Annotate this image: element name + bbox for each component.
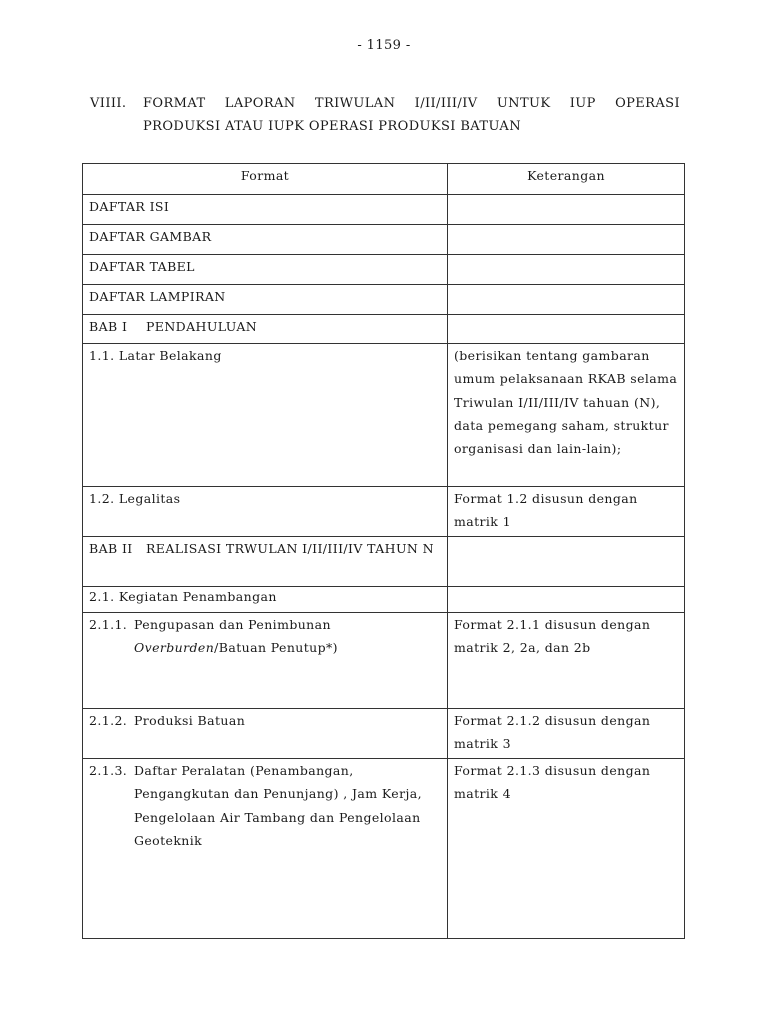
bab2-number: BAB II bbox=[89, 541, 133, 556]
row-2-1-3-number: 2.1.3. bbox=[89, 763, 128, 778]
section-number: VIIII. bbox=[90, 96, 127, 111]
row-daftar-isi: DAFTAR ISI bbox=[83, 195, 448, 225]
table-row bbox=[83, 487, 685, 537]
row-1-1: 1.1. Latar Belakang bbox=[83, 344, 448, 487]
row-keterangan bbox=[448, 195, 685, 225]
row-2-1-2-number: 2.1.2. bbox=[89, 713, 128, 728]
format-table bbox=[82, 163, 685, 939]
header-format: Format bbox=[83, 164, 448, 195]
row-2-1: 2.1. Kegiatan Penambangan bbox=[83, 587, 448, 613]
row-keterangan bbox=[448, 587, 685, 613]
row-1-2-keterangan: Format 1.2 disusun dengan matrik 1 bbox=[448, 487, 685, 537]
row-2-1-3 bbox=[83, 759, 448, 939]
bab2-title: REALISASI TRWULAN I/II/III/IV TAHUN N bbox=[146, 541, 434, 556]
row-bab2 bbox=[83, 537, 448, 587]
table-row bbox=[83, 759, 685, 939]
page-number: - 1159 - bbox=[357, 38, 411, 53]
row-2-1-1-text-b: /Batuan Penutup*) bbox=[214, 640, 338, 656]
row-keterangan bbox=[448, 537, 685, 587]
row-2-1-1-number: 2.1.1. bbox=[89, 617, 128, 632]
row-daftar-gambar: DAFTAR GAMBAR bbox=[83, 225, 448, 255]
row-2-1-1 bbox=[83, 613, 448, 709]
row-daftar-lampiran: DAFTAR LAMPIRAN bbox=[83, 285, 448, 315]
row-2-1-1-text-italic: Overburden bbox=[134, 640, 215, 656]
row-bab1 bbox=[83, 315, 448, 344]
section-title-line1: FORMAT LAPORAN TRIWULAN I/II/III/IV UNTUK IUP OPERASI bbox=[143, 96, 680, 111]
row-2-1-2 bbox=[83, 709, 448, 759]
row-keterangan bbox=[448, 315, 685, 344]
table-row bbox=[83, 613, 685, 709]
bab1-number: BAB I bbox=[89, 319, 128, 334]
table-row bbox=[83, 587, 685, 613]
bab1-title: PENDAHULUAN bbox=[146, 319, 258, 334]
row-2-1-3-keterangan: Format 2.1.3 disusun dengan matrik 4 bbox=[448, 759, 685, 939]
table-row bbox=[83, 255, 685, 285]
row-2-1-2-text: Produksi Batuan bbox=[134, 713, 246, 728]
row-keterangan bbox=[448, 285, 685, 315]
row-2-1-2-keterangan: Format 2.1.2 disusun dengan matrik 3 bbox=[448, 709, 685, 759]
row-2-1-1-text bbox=[134, 613, 447, 660]
row-keterangan bbox=[448, 255, 685, 285]
row-keterangan bbox=[448, 225, 685, 255]
table-row bbox=[83, 195, 685, 225]
table-row bbox=[83, 344, 685, 487]
row-2-1-3-text: Daftar Peralatan (Penambangan, Pengangkutan dan Penunjang) , Jam Kerja, Pengelolaan Air Tambang dan Pengelolaan Geoteknik bbox=[134, 763, 422, 848]
table-row bbox=[83, 315, 685, 344]
row-daftar-tabel: DAFTAR TABEL bbox=[83, 255, 448, 285]
row-1-2: 1.2. Legalitas bbox=[83, 487, 448, 537]
table-row bbox=[83, 537, 685, 587]
header-keterangan: Keterangan bbox=[448, 164, 685, 195]
section-title-line2: PRODUKSI ATAU IUPK OPERASI PRODUKSI BATUAN bbox=[143, 119, 521, 134]
row-2-1-1-text-a: Pengupasan dan Penimbunan bbox=[134, 617, 331, 632]
row-2-1-1-keterangan: Format 2.1.1 disusun dengan matrik 2, 2a, dan 2b bbox=[448, 613, 685, 709]
row-1-1-keterangan: (berisikan tentang gambaran umum pelaksanaan RKAB selama Triwulan I/II/III/IV tahuan (N), data pemegang saham, struktur organisasi dan lain-lain); bbox=[448, 344, 685, 487]
table-row bbox=[83, 225, 685, 255]
table-header-row bbox=[83, 164, 685, 195]
table-row bbox=[83, 285, 685, 315]
table-row bbox=[83, 709, 685, 759]
